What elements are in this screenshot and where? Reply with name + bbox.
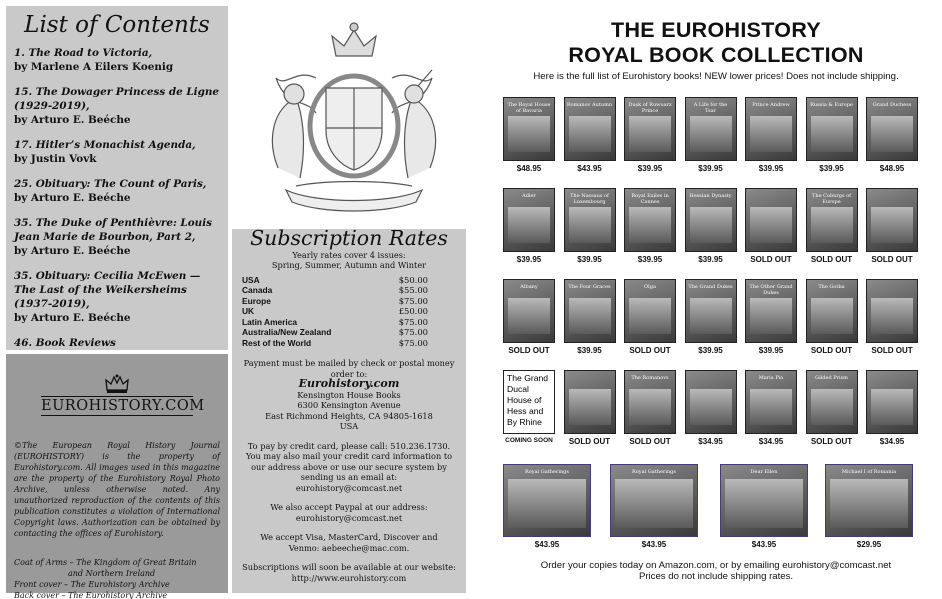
entry-author: by Arturo E. Beéche (14, 312, 131, 324)
book-cover (806, 97, 858, 161)
book-cover-title: Gilded Prism (815, 375, 848, 381)
book-price: SOLD OUT (871, 255, 913, 264)
book-cover-photo (629, 207, 671, 243)
address-line: USA (339, 421, 359, 431)
book-price: $39.95 (577, 255, 602, 264)
collection-title-line: ROYAL BOOK COLLECTION (568, 43, 864, 67)
book-item[interactable] (865, 188, 919, 264)
book-cover-photo (569, 298, 611, 334)
book-cover (624, 188, 676, 252)
book-cover-title: The Four Graces (568, 284, 611, 290)
book-cover-photo (508, 479, 586, 528)
book-cover-title: Albany (520, 284, 538, 290)
book-cover-photo (508, 116, 550, 152)
book-cover-photo (750, 298, 792, 334)
copyright-notice: ©The European Royal History Journal (EUROHISTORY) is the property of Eurohistory.com. All images used in this magazine are the property of the Eurohistory Royal Photo Archive, unless otherwise noted. Any unauthorized reproduction of the contents of this publication constitutes a violation of International Copyright laws. Authorization can be obtained by contacting the offices of Eurohistory. (14, 441, 220, 538)
book-cover-photo (811, 389, 853, 425)
book-item[interactable] (865, 97, 919, 173)
book-cover-photo (811, 298, 853, 334)
contents-list (14, 46, 220, 375)
paypal-text: We also accept Paypal at our address: (270, 502, 428, 512)
contents-entry (14, 138, 220, 166)
book-cover-photo (508, 298, 550, 334)
mail-intro: Payment must be mailed by check or postal money order to: (243, 358, 455, 379)
book-cover (685, 97, 737, 161)
book-cover-photo (811, 116, 853, 152)
book-cover (503, 464, 591, 537)
book-cover (745, 370, 797, 434)
book-price: $39.95 (698, 255, 723, 264)
rate-region: Canada (242, 285, 273, 295)
book-price: SOLD OUT (810, 346, 853, 355)
book-cover-photo (750, 116, 792, 152)
book-cover (564, 188, 616, 252)
brand-name: Eurohistory.com (298, 377, 400, 390)
book-item[interactable] (744, 279, 798, 355)
book-cover-title: The Nassaus of Luxembourg (570, 193, 609, 205)
book-cover-title: Royal Gatherings (525, 469, 569, 475)
book-cover (866, 279, 918, 343)
book-cover (564, 97, 616, 161)
book-cover (503, 370, 555, 434)
book-cover (806, 370, 858, 434)
book-price: SOLD OUT (629, 346, 671, 355)
book-cover (745, 279, 797, 343)
book-price: SOLD OUT (750, 255, 792, 264)
book-cover-title: Russia & Europe (810, 102, 853, 108)
book-price: $39.95 (698, 346, 723, 355)
book-item[interactable] (502, 188, 556, 264)
card-email-link[interactable]: eurohistory@comcast.net (295, 482, 403, 493)
entry-title: 25. Obituary: The Count of Paris, (14, 178, 207, 190)
book-cover-photo (871, 116, 913, 152)
contents-entry (14, 46, 220, 74)
book-cover-title: Hessian Dynasty (689, 193, 732, 199)
contents-title: List of Contents (24, 12, 210, 38)
book-item[interactable] (684, 97, 738, 173)
book-cover-title: Romanov Autumn (566, 102, 613, 108)
book-item[interactable] (824, 464, 914, 549)
book-item[interactable] (684, 370, 738, 446)
book-price: $39.95 (637, 255, 663, 264)
book-cover (866, 370, 918, 434)
book-cover-photo (871, 298, 913, 334)
book-price: SOLD OUT (871, 346, 913, 355)
book-item[interactable] (865, 370, 919, 446)
book-cover (685, 279, 737, 343)
book-item[interactable] (805, 279, 859, 355)
book-item[interactable] (719, 464, 809, 549)
book-cover (624, 279, 676, 343)
book-cover-photo (690, 389, 732, 425)
book-price: $43.95 (577, 164, 602, 173)
venmo-text: Venmo: aebeeche@mac.com. (288, 542, 410, 553)
card-text: To pay by credit card, please call: 510.236.1730. You may also mail your credit card information to our address above or use our secure system by sending us an email at: (245, 440, 453, 482)
book-cover-photo (508, 207, 550, 243)
book-item[interactable] (563, 370, 617, 446)
image-credits (14, 557, 220, 599)
book-price: $29.95 (856, 540, 882, 549)
book-price: $39.95 (758, 164, 784, 173)
book-cover-photo (811, 207, 853, 243)
rate-row (242, 296, 428, 307)
book-cover (806, 279, 858, 343)
book-price: SOLD OUT (810, 255, 853, 264)
book-cover-title: The Grand Dukes (688, 284, 733, 290)
rate-price: $75.00 (398, 316, 428, 327)
book-item[interactable] (563, 97, 617, 173)
book-price: $43.95 (641, 540, 667, 549)
entry-author: by Arturo E. Beéche (14, 192, 131, 204)
contents-panel (6, 6, 228, 350)
rate-region: Latin America (242, 316, 298, 327)
contents-entry (14, 336, 220, 350)
book-cover-title: The Gotha (818, 284, 845, 290)
book-item[interactable] (563, 188, 617, 264)
book-cover (685, 370, 737, 434)
book-cover (720, 464, 808, 537)
cards-text: We accept Visa, MasterCard, Discover and (260, 532, 438, 542)
rates-table (242, 275, 428, 349)
book-price: $39.95 (698, 164, 723, 173)
book-cover-photo (629, 298, 671, 334)
book-cover-photo (629, 389, 671, 425)
book-item[interactable] (502, 370, 556, 444)
book-item[interactable] (623, 279, 677, 355)
book-cover-photo (569, 116, 611, 152)
book-cover-photo (690, 116, 732, 152)
book-cover (866, 188, 918, 252)
credit-line: Coat of Arms – The Kingdom of Great Britain (14, 558, 197, 567)
credit-line: Front cover – The Eurohistory Archive (14, 580, 170, 589)
website-text: Subscriptions will soon be available at our website: (242, 562, 456, 572)
book-cover (806, 188, 858, 252)
entry-author: by Arturo E. Beéche (14, 245, 131, 257)
paypal-block (240, 502, 458, 523)
rate-price: $75.00 (398, 327, 428, 337)
book-price: SOLD OUT (568, 437, 611, 446)
book-cover-title: A Life for the Tsar (693, 102, 728, 114)
book-price: $39.95 (577, 346, 602, 355)
book-cover (624, 370, 676, 434)
rate-row (242, 317, 428, 328)
entry-title: 35. Obituary: Cecilia McEwen — The Last of the Weikersheims (1937-2019), (14, 270, 201, 310)
book-price: SOLD OUT (508, 346, 550, 355)
address-line: Kensington House Books (297, 389, 401, 400)
book-item[interactable] (623, 188, 677, 264)
book-price: $34.95 (879, 437, 905, 446)
book-item[interactable] (563, 279, 617, 355)
book-price: SOLD OUT (810, 437, 853, 446)
book-cover (685, 188, 737, 252)
collection-title (490, 18, 942, 68)
book-price: $34.95 (758, 437, 784, 446)
book-price: COMING SOON (505, 437, 553, 444)
book-item[interactable] (865, 279, 919, 355)
rate-row (242, 306, 428, 317)
book-cover-photo (690, 207, 732, 243)
book-item[interactable] (805, 97, 859, 173)
contents-entry (14, 85, 220, 127)
entry-author: by Marlene A Eilers Koenig (14, 61, 174, 73)
book-cover-photo (569, 389, 611, 425)
book-item[interactable] (744, 188, 798, 264)
book-price: $43.95 (751, 540, 777, 549)
rate-region: Rest of the World (242, 337, 312, 348)
rate-price: £50.00 (398, 306, 428, 316)
website-link[interactable]: http://www.eurohistory.com (291, 572, 407, 583)
book-cover-photo (629, 116, 671, 152)
rate-region: USA (242, 274, 260, 285)
book-cover-title: Maria Pia (758, 375, 784, 381)
book-cover (825, 464, 913, 537)
publisher-panel (6, 354, 228, 599)
entry-title: 46. Book Reviews (14, 337, 116, 349)
book-price: $43.95 (534, 540, 560, 549)
rates-intro: Yearly rates cover 4 issues: (292, 249, 406, 260)
rate-region: UK (242, 306, 255, 316)
book-cover (610, 464, 698, 537)
book-cover-photo (830, 479, 908, 528)
book-cover-title: The Coburgs of Europe (812, 193, 851, 205)
book-item[interactable] (744, 370, 798, 446)
order-text: Order your copies today on Amazon.com, or by emailing eurohistory@comcast.net (540, 560, 892, 571)
crown-icon (104, 374, 130, 394)
rate-price: $75.00 (398, 337, 428, 348)
book-price: $39.95 (758, 346, 784, 355)
rate-price: $50.00 (398, 274, 428, 285)
book-cover-photo (725, 479, 803, 528)
book-item[interactable] (623, 97, 677, 173)
address-line: 6300 Kensington Avenue (297, 400, 401, 410)
cards-block (240, 532, 458, 553)
paypal-email-link[interactable]: eurohistory@comcast.net (295, 512, 403, 523)
rates-intro: Spring, Summer, Autumn and Winter (271, 260, 427, 270)
address-line: East Richmond Heights, CA 94805-1618 (265, 410, 433, 421)
book-cover-title: Adler (522, 193, 536, 199)
book-cover-title: Olga (644, 284, 656, 290)
book-item[interactable] (502, 97, 556, 173)
mail-payment-block (240, 358, 458, 432)
book-price: $34.95 (698, 437, 723, 446)
coat-of-arms-image (256, 18, 452, 214)
book-price: $39.95 (516, 255, 542, 264)
book-cover-photo (569, 207, 611, 243)
contents-entry (14, 216, 220, 258)
rate-row (242, 338, 428, 349)
book-item[interactable] (744, 97, 798, 173)
rate-price: $55.00 (398, 285, 428, 295)
book-price: $48.95 (879, 164, 905, 173)
book-cover-title: Royal Exiles in Cannes (631, 193, 669, 205)
collection-intro: Here is the full list of Eurohistory books! NEW lower prices! Does not include shipping. (533, 71, 899, 82)
book-cover-title: Prince Andrew (752, 102, 790, 108)
book-cover-title: Dusk of Ruwuarz Prince (628, 102, 672, 114)
book-cover (745, 97, 797, 161)
subscription-panel (232, 226, 466, 593)
rate-row (242, 275, 428, 286)
book-item[interactable] (502, 279, 556, 355)
book-cover-photo (871, 389, 913, 425)
book-item[interactable] (684, 188, 738, 264)
book-item[interactable] (502, 464, 592, 549)
book-cover-title: Royal Gatherings (632, 469, 676, 475)
book-cover-photo (871, 207, 913, 243)
book-cover-title: The Other Grand Dukes (749, 284, 793, 296)
entry-title: 15. The Dowager Princess de Ligne (1929-2019), (14, 86, 220, 112)
book-cover-title: The Grand Ducal House of Hess and By Rhine (507, 373, 549, 427)
shipping-note: Prices do not include shipping rates. (638, 571, 794, 582)
subscription-title: Subscription Rates (250, 226, 448, 250)
book-cover-title: Dear Ellen (750, 469, 778, 475)
book-cover (866, 97, 918, 161)
book-item[interactable] (684, 279, 738, 355)
rate-price: $75.00 (398, 295, 428, 306)
entry-title: 17. Hitler’s Monachist Agenda, (14, 139, 196, 151)
book-cover (624, 97, 676, 161)
book-cover (503, 188, 555, 252)
book-item[interactable] (609, 464, 699, 549)
website-block (240, 562, 458, 583)
book-cover (564, 279, 616, 343)
rate-row (242, 327, 428, 338)
order-footer (490, 560, 942, 582)
book-cover-title: The Royal House of Bavaria (507, 102, 551, 114)
book-cover-photo (750, 207, 792, 243)
book-price: SOLD OUT (629, 437, 671, 446)
book-cover (564, 370, 616, 434)
book-cover-photo (615, 479, 693, 528)
rate-row (242, 285, 428, 296)
book-item[interactable] (623, 370, 677, 446)
contents-entry (14, 177, 220, 205)
rate-region: Australia/New Zealand (242, 327, 332, 337)
book-cover-title: Michael I of Romania (841, 469, 897, 475)
entry-title: 1. The Road to Victoria, (14, 47, 153, 59)
book-cover (745, 188, 797, 252)
book-item[interactable] (805, 370, 859, 446)
book-cover (503, 279, 555, 343)
site-logo-text: EUROHISTORY.COM (41, 398, 205, 414)
entry-author: by Arturo E. Beéche (14, 114, 131, 126)
contents-entry (14, 269, 220, 325)
book-price: $39.95 (637, 164, 663, 173)
credit-line: and Northern Ireland (68, 569, 156, 578)
book-item[interactable] (805, 188, 859, 264)
credit-line: Back cover – The Eurohistory Archive (14, 591, 168, 599)
collection-title-line: THE EUROHISTORY (611, 18, 821, 42)
book-cover (503, 97, 555, 161)
entry-author: by Justin Vovk (14, 153, 97, 165)
book-collection-panel (490, 0, 942, 599)
entry-title: 35. The Duke of Penthièvre: Louis Jean Marie de Bourbon, Part 2, (14, 217, 212, 243)
book-cover-photo (750, 389, 792, 425)
card-payment-block (240, 441, 458, 494)
rate-region: Europe (242, 295, 271, 306)
book-price: $48.95 (516, 164, 542, 173)
book-price: $39.95 (819, 164, 844, 173)
book-cover-photo (690, 298, 732, 334)
book-cover-title: Grand Duchess (872, 102, 912, 108)
book-cover-title: The Romanovs (631, 375, 669, 381)
